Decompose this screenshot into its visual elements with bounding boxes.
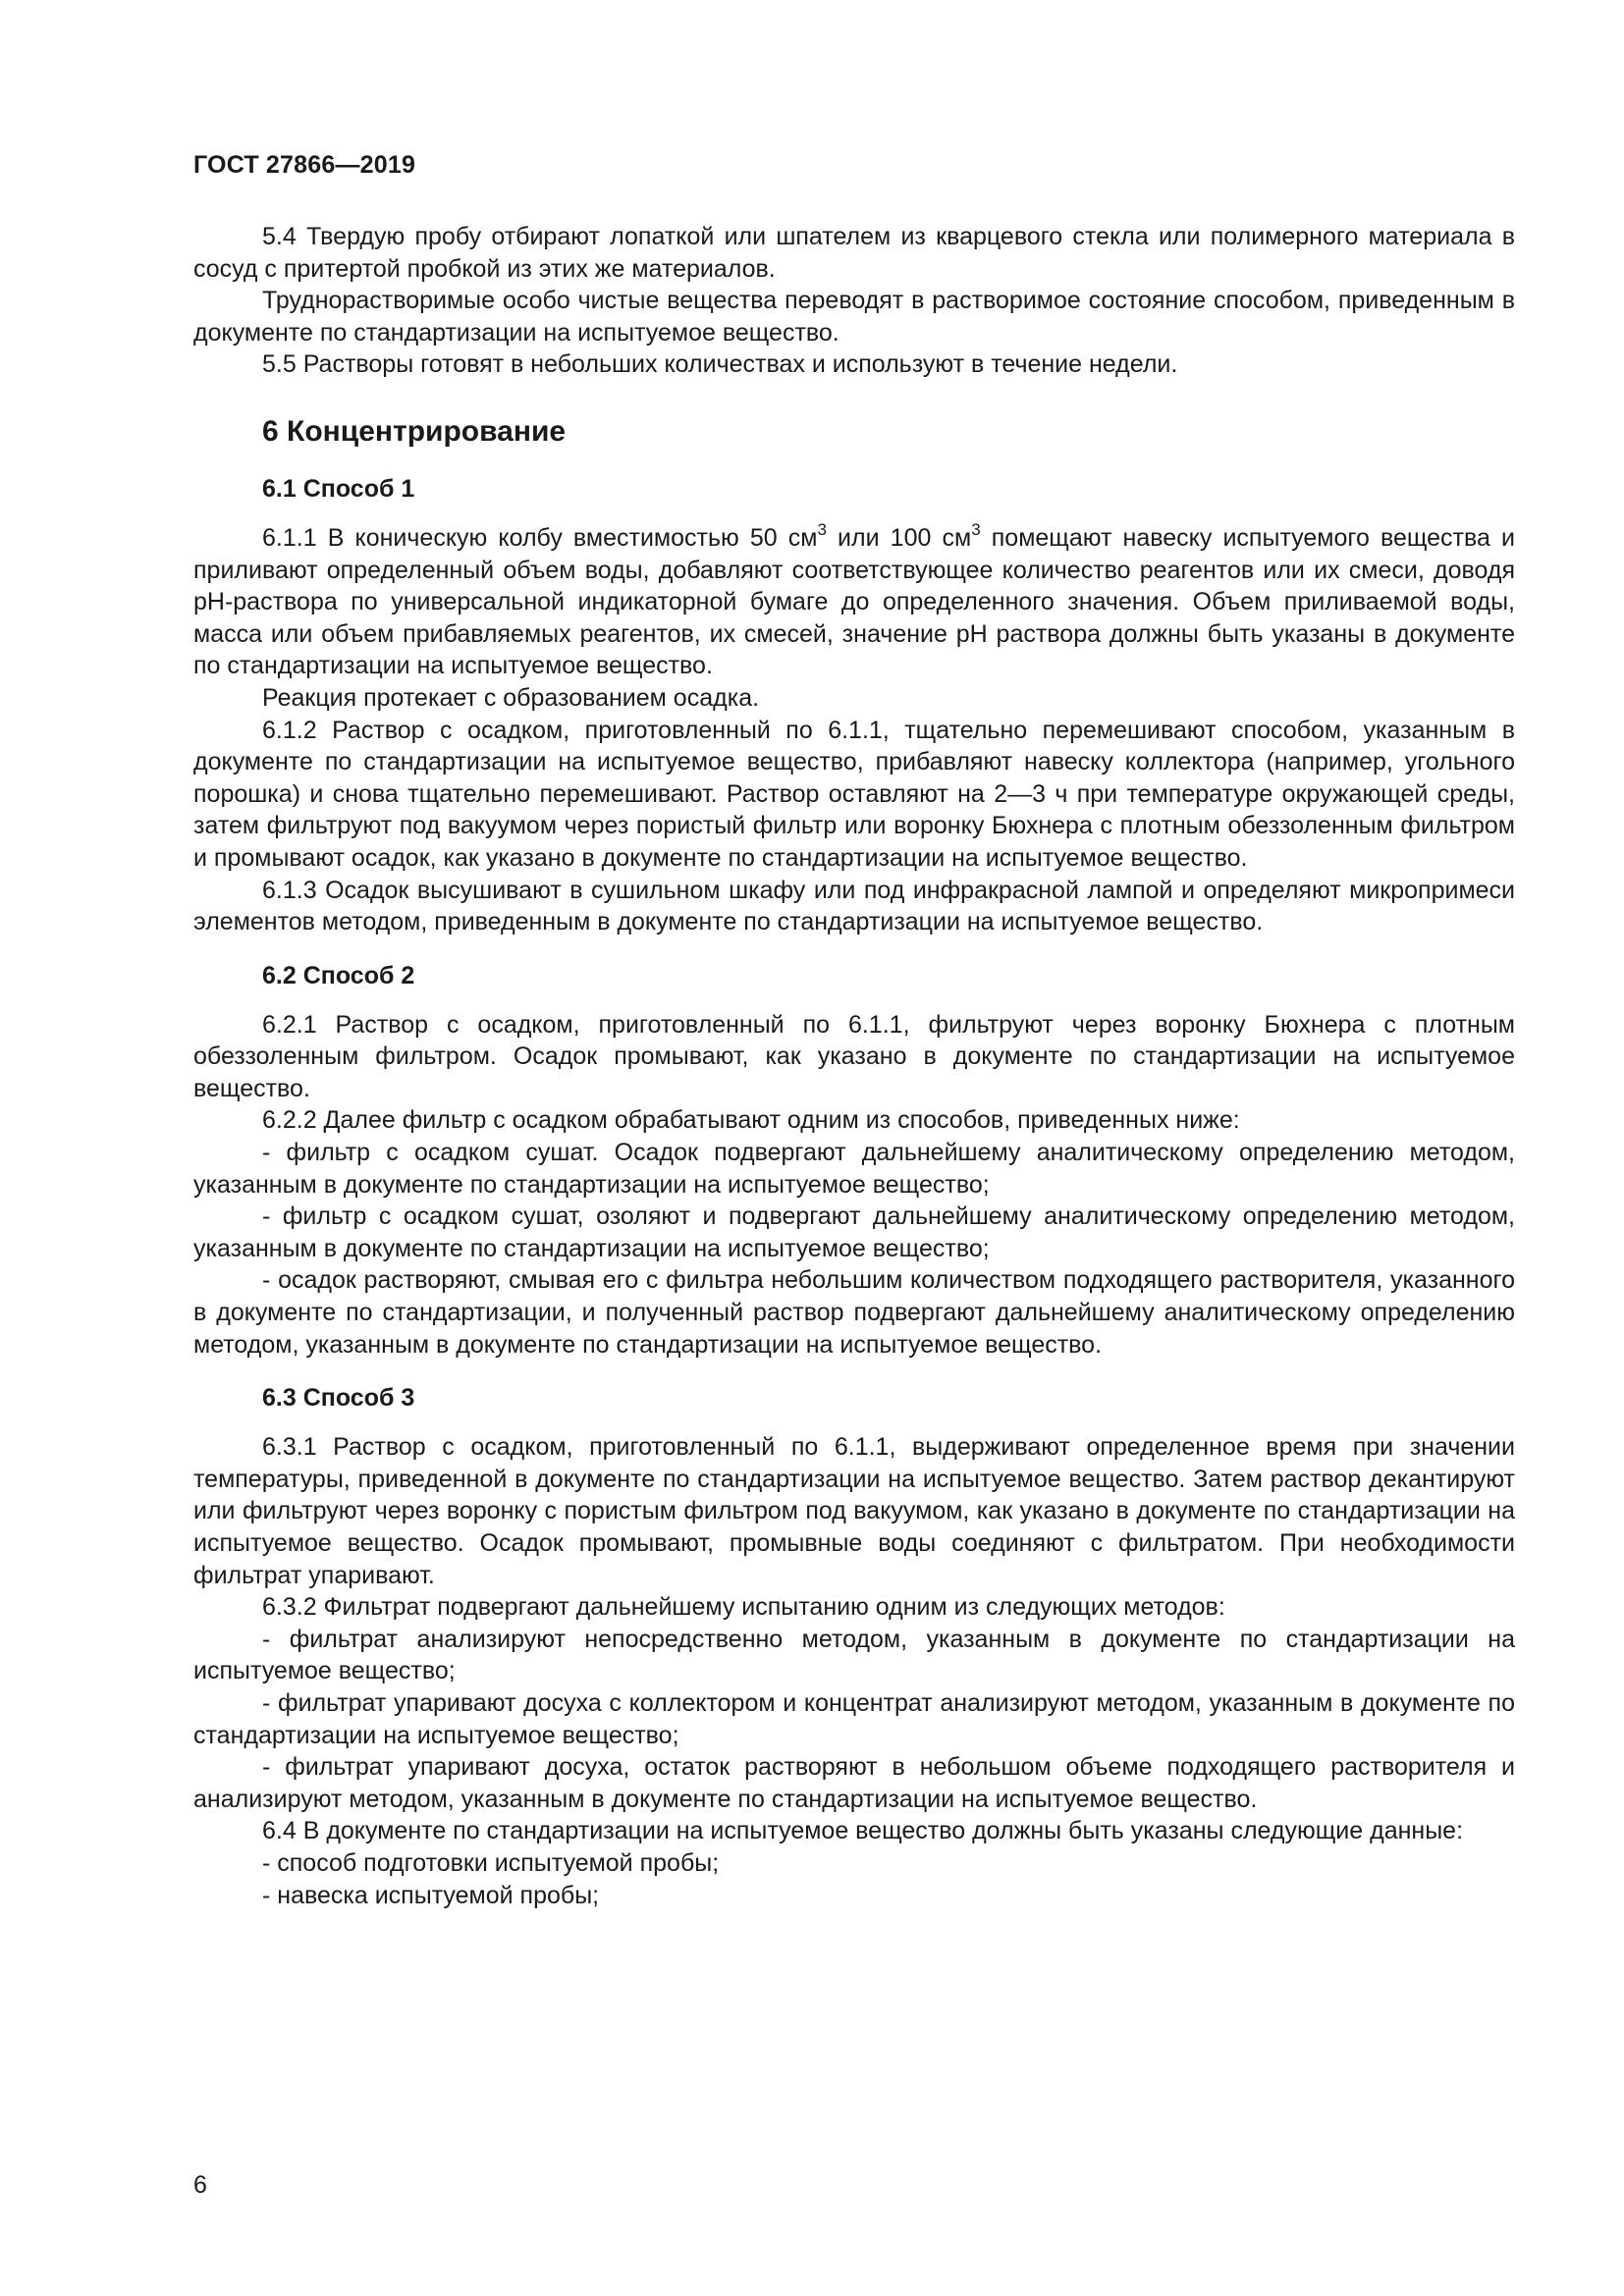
paragraph-6-3-1: 6.3.1 Раствор с осадком, приготовленный по 6.1.1, выдерживают определенное время при значении температуры, приведенной в документе по стандартизации на испытуемое вещество. Затем раствор декантируют или фильтруют через воронку с пористым фильтром под вакуумом, как указано в документе по стандартизации на испытуемое вещество. Осадок промывают, промывные воды соединяют с фильтратом. При необходимости фильтрат упаривают. bbox=[193, 1433, 1515, 1589]
list-item: - фильтр с осадком сушат, озоляют и подвергают дальнейшему аналитическому определению методом, указанным в документе по стандартизации на испытуемое вещество; bbox=[193, 1202, 1515, 1262]
paragraph-5-5: 5.5 Растворы готовят в небольших количествах и используют в течение недели. bbox=[262, 350, 1178, 379]
paragraph-6-1-1-note: Реакция протекает с образованием осадка. bbox=[262, 683, 760, 712]
list-item: - способ подготовки испытуемой пробы; bbox=[262, 1848, 720, 1877]
list-item: - фильтрат упаривают досуха с коллектором и концентрат анализируют методом, указанным в документе по стандартизации на испытуемое вещество; bbox=[193, 1688, 1515, 1749]
list-item: - фильтрат анализируют непосредственно методом, указанным в документе по стандартизации на испытуемое вещество; bbox=[193, 1625, 1515, 1685]
paragraph-5-4-cont: Труднорастворимые особо чистые вещества переводят в растворимое состояние способом, приведенным в документе по стандартизации на испытуемое вещество. bbox=[193, 287, 1515, 347]
subsection-heading-6-2: 6.2 Способ 2 bbox=[262, 961, 415, 989]
list-item: - осадок растворяют, смывая его с фильтра небольшим количеством подходящего растворителя, указанного в документе по стандартизации, и полученный раствор подвергают дальнейшему аналитическому определению методом, указанным в документе по стандартизации на испытуемое вещество. bbox=[193, 1266, 1515, 1359]
paragraph-5-4: 5.4 Твердую пробу отбирают лопаткой или шпателем из кварцевого стекла или полимерного материала в сосуд с притертой пробкой из этих же материалов. bbox=[193, 223, 1515, 283]
text-run: или 100 см bbox=[826, 523, 972, 552]
text-run: помещают навеску испытуемого вещества и приливают определенный объем воды, добавляют соответствующее количество реагентов или их смеси, доводя pH-раствора по универсальной индикаторной бумаге до определенного значения. Объем приливаемой воды, масса или объем прибавляемых реагентов, их смесей, значение pH раствора должны быть указаны в документе по стандартизации на испытуемое вещество. bbox=[193, 523, 1515, 680]
document-body bbox=[193, 221, 1515, 1911]
paragraph-6-4: 6.4 В документе по стандартизации на испытуемое вещество должны быть указаны следующие данные: bbox=[262, 1817, 1464, 1845]
list-item: - фильтрат упаривают досуха, остаток растворяют в небольшом объеме подходящего растворителя и анализируют методом, указанным в документе по стандартизации на испытуемое вещество. bbox=[193, 1753, 1515, 1813]
subsection-heading-6-1: 6.1 Способ 1 bbox=[262, 474, 415, 503]
section-heading-6: 6 Концентрирование bbox=[262, 414, 567, 448]
paragraph-6-1-3: 6.1.3 Осадок высушивают в сушильном шкафу или под инфракрасной лампой и определяют микропримеси элементов методом, приведенным в документе по стандартизации на испытуемое вещество. bbox=[193, 876, 1515, 936]
superscript: 3 bbox=[817, 519, 827, 539]
list-item: - фильтр с осадком сушат. Осадок подвергают дальнейшему аналитическому определению методом, указанным в документе по стандартизации на испытуемое вещество; bbox=[193, 1139, 1515, 1199]
paragraph-6-2-1: 6.2.1 Раствор с осадком, приготовленный по 6.1.1, фильтруют через воронку Бюхнера с плотным обеззоленным фильтром. Осадок промывают, как указано в документе по стандартизации на испытуемое вещество. bbox=[193, 1010, 1515, 1102]
superscript: 3 bbox=[971, 519, 981, 539]
page-number: 6 bbox=[193, 2171, 207, 2199]
document-page bbox=[193, 0, 1515, 2296]
subsection-heading-6-3: 6.3 Способ 3 bbox=[262, 1384, 415, 1413]
list-item: - навеска испытуемой пробы; bbox=[262, 1881, 600, 1909]
paragraph-6-1-1 bbox=[193, 519, 1515, 682]
paragraph-6-1-2: 6.1.2 Раствор с осадком, приготовленный по 6.1.1, тщательно перемешивают способом, указанным в документе по стандартизации на испытуемое вещество, прибавляют навеску коллектора (например, угольного порошка) и снова тщательно перемешивают. Раствор оставляют на 2—3 ч при температуре окружающей среды, затем фильтруют под вакуумом через пористый фильтр или воронку Бюхнера с плотным обеззоленным фильтром и промывают осадок, как указано в документе по стандартизации на испытуемое вещество. bbox=[193, 716, 1515, 872]
paragraph-6-3-2: 6.3.2 Фильтрат подвергают дальнейшему испытанию одним из следующих методов: bbox=[262, 1593, 1225, 1622]
document-header: ГОСТ 27866—2019 bbox=[193, 151, 416, 179]
text-run: 6.1.1 В коническую колбу вместимостью 50 см bbox=[262, 523, 818, 552]
paragraph-6-2-2: 6.2.2 Далее фильтр с осадком обрабатывают одним из способов, приведенных ниже: bbox=[262, 1106, 1240, 1135]
